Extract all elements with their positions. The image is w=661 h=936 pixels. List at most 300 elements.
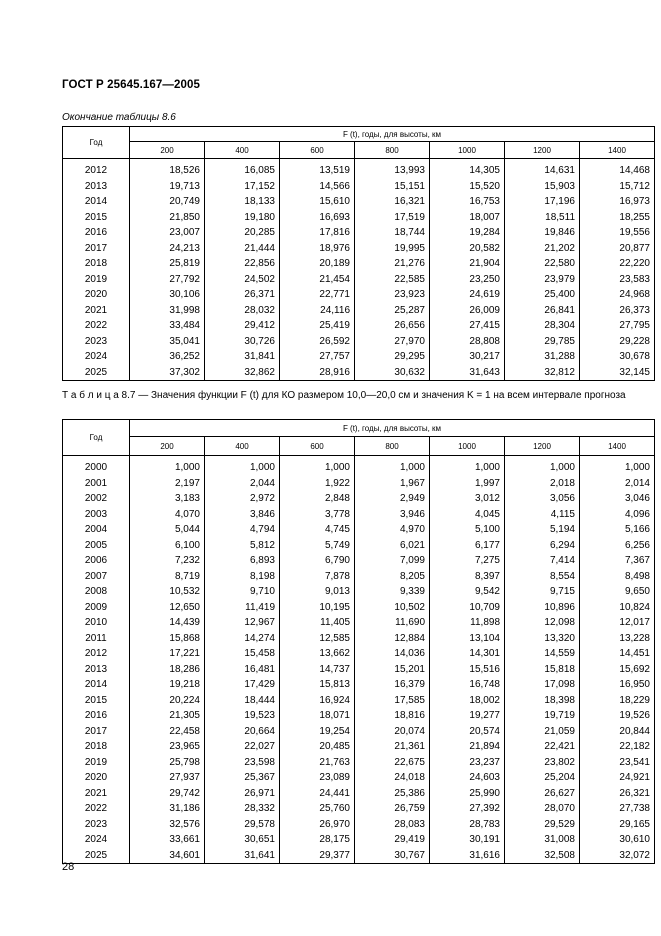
- value-cell: 2,972: [205, 491, 280, 507]
- value-cell: 20,189: [280, 256, 355, 272]
- value-cell: 20,074: [355, 724, 430, 740]
- value-cell: 2,949: [355, 491, 430, 507]
- value-cell: 28,083: [355, 817, 430, 833]
- value-cell: 22,771: [280, 287, 355, 303]
- value-cell: 15,458: [205, 646, 280, 662]
- value-cell: 19,995: [355, 241, 430, 257]
- value-cell: 29,165: [580, 817, 655, 833]
- table-row: [63, 194, 655, 210]
- year-cell: 2013: [63, 662, 130, 678]
- value-cell: 18,255: [580, 210, 655, 226]
- value-cell: 1,922: [280, 476, 355, 492]
- table-row: [63, 677, 655, 693]
- table-row: [63, 491, 655, 507]
- table-row: [63, 693, 655, 709]
- value-cell: 7,275: [430, 553, 505, 569]
- table-row: [63, 708, 655, 724]
- value-cell: 31,643: [430, 365, 505, 381]
- table-row: [63, 303, 655, 319]
- value-cell: 17,816: [280, 225, 355, 241]
- value-cell: 4,070: [130, 507, 205, 523]
- value-cell: 32,862: [205, 365, 280, 381]
- value-cell: 18,007: [430, 210, 505, 226]
- value-cell: 29,228: [580, 334, 655, 350]
- year-cell: 2022: [63, 318, 130, 334]
- year-cell: 2014: [63, 194, 130, 210]
- year-cell: 2021: [63, 303, 130, 319]
- value-cell: 35,041: [130, 334, 205, 350]
- value-cell: 7,099: [355, 553, 430, 569]
- value-cell: 4,794: [205, 522, 280, 538]
- value-cell: 27,738: [580, 801, 655, 817]
- value-cell: 29,412: [205, 318, 280, 334]
- value-cell: 19,218: [130, 677, 205, 693]
- value-cell: 24,603: [430, 770, 505, 786]
- year-cell: 2006: [63, 553, 130, 569]
- value-cell: 30,191: [430, 832, 505, 848]
- year-cell: 2020: [63, 770, 130, 786]
- value-cell: 2,848: [280, 491, 355, 507]
- value-cell: 5,749: [280, 538, 355, 554]
- year-cell: 2016: [63, 708, 130, 724]
- value-cell: 9,013: [280, 584, 355, 600]
- value-cell: 34,601: [130, 848, 205, 864]
- value-cell: 13,320: [505, 631, 580, 647]
- value-cell: 15,903: [505, 179, 580, 195]
- value-cell: 1,967: [355, 476, 430, 492]
- height-column-header: 1000: [430, 142, 505, 159]
- value-cell: 19,254: [280, 724, 355, 740]
- value-cell: 22,182: [580, 739, 655, 755]
- table-row: [63, 739, 655, 755]
- table-8-7-caption: [62, 390, 661, 402]
- value-cell: 12,017: [580, 615, 655, 631]
- year-cell: 2024: [63, 832, 130, 848]
- year-column-header: Год: [63, 127, 130, 159]
- value-cell: 23,250: [430, 272, 505, 288]
- value-cell: 9,542: [430, 584, 505, 600]
- year-cell: 2005: [63, 538, 130, 554]
- value-cell: 26,592: [280, 334, 355, 350]
- table-row: [63, 662, 655, 678]
- table-row: [63, 287, 655, 303]
- value-cell: 23,583: [580, 272, 655, 288]
- table-row: [63, 334, 655, 350]
- value-cell: 33,661: [130, 832, 205, 848]
- value-cell: 30,106: [130, 287, 205, 303]
- value-cell: 23,598: [205, 755, 280, 771]
- table-8-7: [62, 419, 655, 864]
- value-cell: 21,059: [505, 724, 580, 740]
- value-cell: 16,321: [355, 194, 430, 210]
- year-cell: 2004: [63, 522, 130, 538]
- value-cell: 1,000: [130, 456, 205, 476]
- value-cell: 1,000: [430, 456, 505, 476]
- value-cell: 10,532: [130, 584, 205, 600]
- value-cell: 8,498: [580, 569, 655, 585]
- value-cell: 22,421: [505, 739, 580, 755]
- value-cell: 29,419: [355, 832, 430, 848]
- value-cell: 25,819: [130, 256, 205, 272]
- height-column-header: 400: [205, 142, 280, 159]
- value-cell: 3,046: [580, 491, 655, 507]
- height-column-header: 1400: [580, 142, 655, 159]
- value-cell: 15,868: [130, 631, 205, 647]
- table-row: [63, 584, 655, 600]
- table-row: [63, 724, 655, 740]
- table-row: [63, 770, 655, 786]
- value-cell: 9,715: [505, 584, 580, 600]
- height-column-header: 1400: [580, 437, 655, 456]
- value-cell: 16,973: [580, 194, 655, 210]
- value-cell: 26,971: [205, 786, 280, 802]
- value-cell: 4,045: [430, 507, 505, 523]
- year-cell: 2000: [63, 456, 130, 476]
- value-cell: 2,044: [205, 476, 280, 492]
- value-cell: 28,070: [505, 801, 580, 817]
- value-cell: 1,997: [430, 476, 505, 492]
- value-cell: 6,256: [580, 538, 655, 554]
- value-cell: 25,287: [355, 303, 430, 319]
- value-cell: 25,419: [280, 318, 355, 334]
- value-cell: 16,693: [280, 210, 355, 226]
- year-cell: 2013: [63, 179, 130, 195]
- height-column-header: 1200: [505, 142, 580, 159]
- value-cell: 31,641: [205, 848, 280, 864]
- value-cell: 24,619: [430, 287, 505, 303]
- value-cell: 23,237: [430, 755, 505, 771]
- value-cell: 23,089: [280, 770, 355, 786]
- value-cell: 18,229: [580, 693, 655, 709]
- value-cell: 24,018: [355, 770, 430, 786]
- value-cell: 17,519: [355, 210, 430, 226]
- value-cell: 22,585: [355, 272, 430, 288]
- value-cell: 17,152: [205, 179, 280, 195]
- table-row: [63, 476, 655, 492]
- value-cell: 14,301: [430, 646, 505, 662]
- value-cell: 4,970: [355, 522, 430, 538]
- value-cell: 23,923: [355, 287, 430, 303]
- height-column-header: 1200: [505, 437, 580, 456]
- value-cell: 31,998: [130, 303, 205, 319]
- value-cell: 24,441: [280, 786, 355, 802]
- value-cell: 3,012: [430, 491, 505, 507]
- table-row: [63, 225, 655, 241]
- value-cell: 24,116: [280, 303, 355, 319]
- year-cell: 2011: [63, 631, 130, 647]
- value-cell: 6,177: [430, 538, 505, 554]
- value-cell: 23,979: [505, 272, 580, 288]
- value-cell: 27,970: [355, 334, 430, 350]
- value-cell: 18,071: [280, 708, 355, 724]
- value-cell: 5,194: [505, 522, 580, 538]
- value-cell: 13,993: [355, 159, 430, 179]
- value-cell: 24,213: [130, 241, 205, 257]
- value-cell: 4,115: [505, 507, 580, 523]
- year-cell: 2010: [63, 615, 130, 631]
- value-cell: 30,217: [430, 349, 505, 365]
- value-cell: 8,554: [505, 569, 580, 585]
- value-cell: 28,916: [280, 365, 355, 381]
- height-column-header: 400: [205, 437, 280, 456]
- value-cell: 22,580: [505, 256, 580, 272]
- value-cell: 19,526: [580, 708, 655, 724]
- value-cell: 15,151: [355, 179, 430, 195]
- value-cell: 21,850: [130, 210, 205, 226]
- value-cell: 8,205: [355, 569, 430, 585]
- value-cell: 12,967: [205, 615, 280, 631]
- value-cell: 31,186: [130, 801, 205, 817]
- value-cell: 14,559: [505, 646, 580, 662]
- value-cell: 15,610: [280, 194, 355, 210]
- value-cell: 20,877: [580, 241, 655, 257]
- value-cell: 17,098: [505, 677, 580, 693]
- group-header: F (t), годы, для высоты, км: [130, 420, 655, 437]
- value-cell: 21,444: [205, 241, 280, 257]
- year-cell: 2020: [63, 287, 130, 303]
- value-cell: 20,844: [580, 724, 655, 740]
- height-column-header: 200: [130, 437, 205, 456]
- value-cell: 21,454: [280, 272, 355, 288]
- value-cell: 20,574: [430, 724, 505, 740]
- group-header: F (t), годы, для высоты, км: [130, 127, 655, 142]
- height-column-header: 600: [280, 142, 355, 159]
- value-cell: 1,000: [280, 456, 355, 476]
- value-cell: 11,690: [355, 615, 430, 631]
- value-cell: 28,332: [205, 801, 280, 817]
- value-cell: 36,252: [130, 349, 205, 365]
- value-cell: 8,198: [205, 569, 280, 585]
- value-cell: 1,000: [505, 456, 580, 476]
- table-row: [63, 631, 655, 647]
- value-cell: 15,520: [430, 179, 505, 195]
- value-cell: 31,616: [430, 848, 505, 864]
- table-row: [63, 569, 655, 585]
- value-cell: 21,276: [355, 256, 430, 272]
- value-cell: 2,197: [130, 476, 205, 492]
- value-cell: 31,288: [505, 349, 580, 365]
- table-row: [63, 848, 655, 864]
- value-cell: 19,180: [205, 210, 280, 226]
- value-cell: 2,014: [580, 476, 655, 492]
- value-cell: 30,678: [580, 349, 655, 365]
- value-cell: 22,220: [580, 256, 655, 272]
- value-cell: 26,371: [205, 287, 280, 303]
- value-cell: 18,002: [430, 693, 505, 709]
- value-cell: 15,818: [505, 662, 580, 678]
- year-cell: 2007: [63, 569, 130, 585]
- table-row: [63, 159, 655, 179]
- year-cell: 2001: [63, 476, 130, 492]
- value-cell: 16,748: [430, 677, 505, 693]
- table-row: [63, 600, 655, 616]
- value-cell: 21,763: [280, 755, 355, 771]
- value-cell: 10,195: [280, 600, 355, 616]
- value-cell: 21,361: [355, 739, 430, 755]
- value-cell: 11,419: [205, 600, 280, 616]
- value-cell: 30,726: [205, 334, 280, 350]
- value-cell: 32,072: [580, 848, 655, 864]
- table-row: [63, 801, 655, 817]
- value-cell: 32,508: [505, 848, 580, 864]
- value-cell: 25,367: [205, 770, 280, 786]
- year-cell: 2017: [63, 724, 130, 740]
- table-row: [63, 538, 655, 554]
- value-cell: 18,744: [355, 225, 430, 241]
- value-cell: 27,392: [430, 801, 505, 817]
- value-cell: 7,878: [280, 569, 355, 585]
- document-header: ГОСТ Р 25645.167—2005: [62, 79, 200, 91]
- value-cell: 5,166: [580, 522, 655, 538]
- value-cell: 16,481: [205, 662, 280, 678]
- table-8-6: [62, 126, 655, 381]
- value-cell: 26,373: [580, 303, 655, 319]
- value-cell: 14,451: [580, 646, 655, 662]
- value-cell: 18,526: [130, 159, 205, 179]
- value-cell: 25,798: [130, 755, 205, 771]
- value-cell: 3,946: [355, 507, 430, 523]
- table-body: [63, 456, 655, 864]
- table-row: [63, 456, 655, 476]
- caption-label: Т а б л и ц а: [62, 390, 119, 401]
- value-cell: 6,021: [355, 538, 430, 554]
- value-cell: 22,458: [130, 724, 205, 740]
- value-cell: 20,749: [130, 194, 205, 210]
- value-cell: 17,429: [205, 677, 280, 693]
- value-cell: 12,585: [280, 631, 355, 647]
- value-cell: 21,305: [130, 708, 205, 724]
- value-cell: 19,713: [130, 179, 205, 195]
- year-cell: 2015: [63, 693, 130, 709]
- value-cell: 30,767: [355, 848, 430, 864]
- value-cell: 4,096: [580, 507, 655, 523]
- table-row: [63, 272, 655, 288]
- value-cell: 26,970: [280, 817, 355, 833]
- value-cell: 18,511: [505, 210, 580, 226]
- value-cell: 18,976: [280, 241, 355, 257]
- value-cell: 15,813: [280, 677, 355, 693]
- year-cell: 2009: [63, 600, 130, 616]
- year-cell: 2018: [63, 256, 130, 272]
- table-row: [63, 646, 655, 662]
- value-cell: 3,846: [205, 507, 280, 523]
- value-cell: 18,398: [505, 693, 580, 709]
- value-cell: 17,585: [355, 693, 430, 709]
- table-row: [63, 507, 655, 523]
- height-column-header: 800: [355, 437, 430, 456]
- year-cell: 2002: [63, 491, 130, 507]
- value-cell: 1,000: [355, 456, 430, 476]
- year-cell: 2019: [63, 272, 130, 288]
- value-cell: 25,990: [430, 786, 505, 802]
- year-cell: 2019: [63, 755, 130, 771]
- value-cell: 25,760: [280, 801, 355, 817]
- value-cell: 37,302: [130, 365, 205, 381]
- table-row: [63, 179, 655, 195]
- value-cell: 30,610: [580, 832, 655, 848]
- value-cell: 17,221: [130, 646, 205, 662]
- year-cell: 2022: [63, 801, 130, 817]
- value-cell: 29,578: [205, 817, 280, 833]
- value-cell: 19,846: [505, 225, 580, 241]
- value-cell: 12,098: [505, 615, 580, 631]
- value-cell: 6,790: [280, 553, 355, 569]
- value-cell: 29,377: [280, 848, 355, 864]
- value-cell: 5,044: [130, 522, 205, 538]
- value-cell: 26,656: [355, 318, 430, 334]
- height-header-row: [63, 437, 655, 456]
- value-cell: 28,808: [430, 334, 505, 350]
- value-cell: 32,576: [130, 817, 205, 833]
- value-cell: 9,339: [355, 584, 430, 600]
- table-row: [63, 349, 655, 365]
- value-cell: 27,795: [580, 318, 655, 334]
- table-row: [63, 832, 655, 848]
- year-cell: 2003: [63, 507, 130, 523]
- value-cell: 23,965: [130, 739, 205, 755]
- value-cell: 27,757: [280, 349, 355, 365]
- value-cell: 26,759: [355, 801, 430, 817]
- value-cell: 5,100: [430, 522, 505, 538]
- value-cell: 26,321: [580, 786, 655, 802]
- value-cell: 23,802: [505, 755, 580, 771]
- value-cell: 13,228: [580, 631, 655, 647]
- page-number: 28: [62, 861, 75, 873]
- value-cell: 3,183: [130, 491, 205, 507]
- year-cell: 2023: [63, 817, 130, 833]
- value-cell: 33,484: [130, 318, 205, 334]
- value-cell: 13,519: [280, 159, 355, 179]
- value-cell: 26,627: [505, 786, 580, 802]
- value-cell: 7,232: [130, 553, 205, 569]
- year-cell: 2025: [63, 848, 130, 864]
- height-header-row: [63, 142, 655, 159]
- height-column-header: 1000: [430, 437, 505, 456]
- value-cell: 24,502: [205, 272, 280, 288]
- value-cell: 27,792: [130, 272, 205, 288]
- table-row: [63, 755, 655, 771]
- value-cell: 25,386: [355, 786, 430, 802]
- table-row: [63, 256, 655, 272]
- table-8-6-caption: Окончание таблицы 8.6: [62, 112, 176, 123]
- table-row: [63, 615, 655, 631]
- year-cell: 2025: [63, 365, 130, 381]
- value-cell: 23,541: [580, 755, 655, 771]
- value-cell: 12,650: [130, 600, 205, 616]
- value-cell: 19,556: [580, 225, 655, 241]
- value-cell: 25,400: [505, 287, 580, 303]
- value-cell: 6,893: [205, 553, 280, 569]
- value-cell: 26,841: [505, 303, 580, 319]
- value-cell: 14,566: [280, 179, 355, 195]
- value-cell: 10,896: [505, 600, 580, 616]
- year-column-header: Год: [63, 420, 130, 456]
- value-cell: 29,785: [505, 334, 580, 350]
- value-cell: 16,085: [205, 159, 280, 179]
- value-cell: 19,719: [505, 708, 580, 724]
- year-cell: 2024: [63, 349, 130, 365]
- value-cell: 24,921: [580, 770, 655, 786]
- value-cell: 22,675: [355, 755, 430, 771]
- table-row: [63, 318, 655, 334]
- value-cell: 5,812: [205, 538, 280, 554]
- value-cell: 31,008: [505, 832, 580, 848]
- value-cell: 13,662: [280, 646, 355, 662]
- value-cell: 20,224: [130, 693, 205, 709]
- value-cell: 30,632: [355, 365, 430, 381]
- value-cell: 8,719: [130, 569, 205, 585]
- value-cell: 16,753: [430, 194, 505, 210]
